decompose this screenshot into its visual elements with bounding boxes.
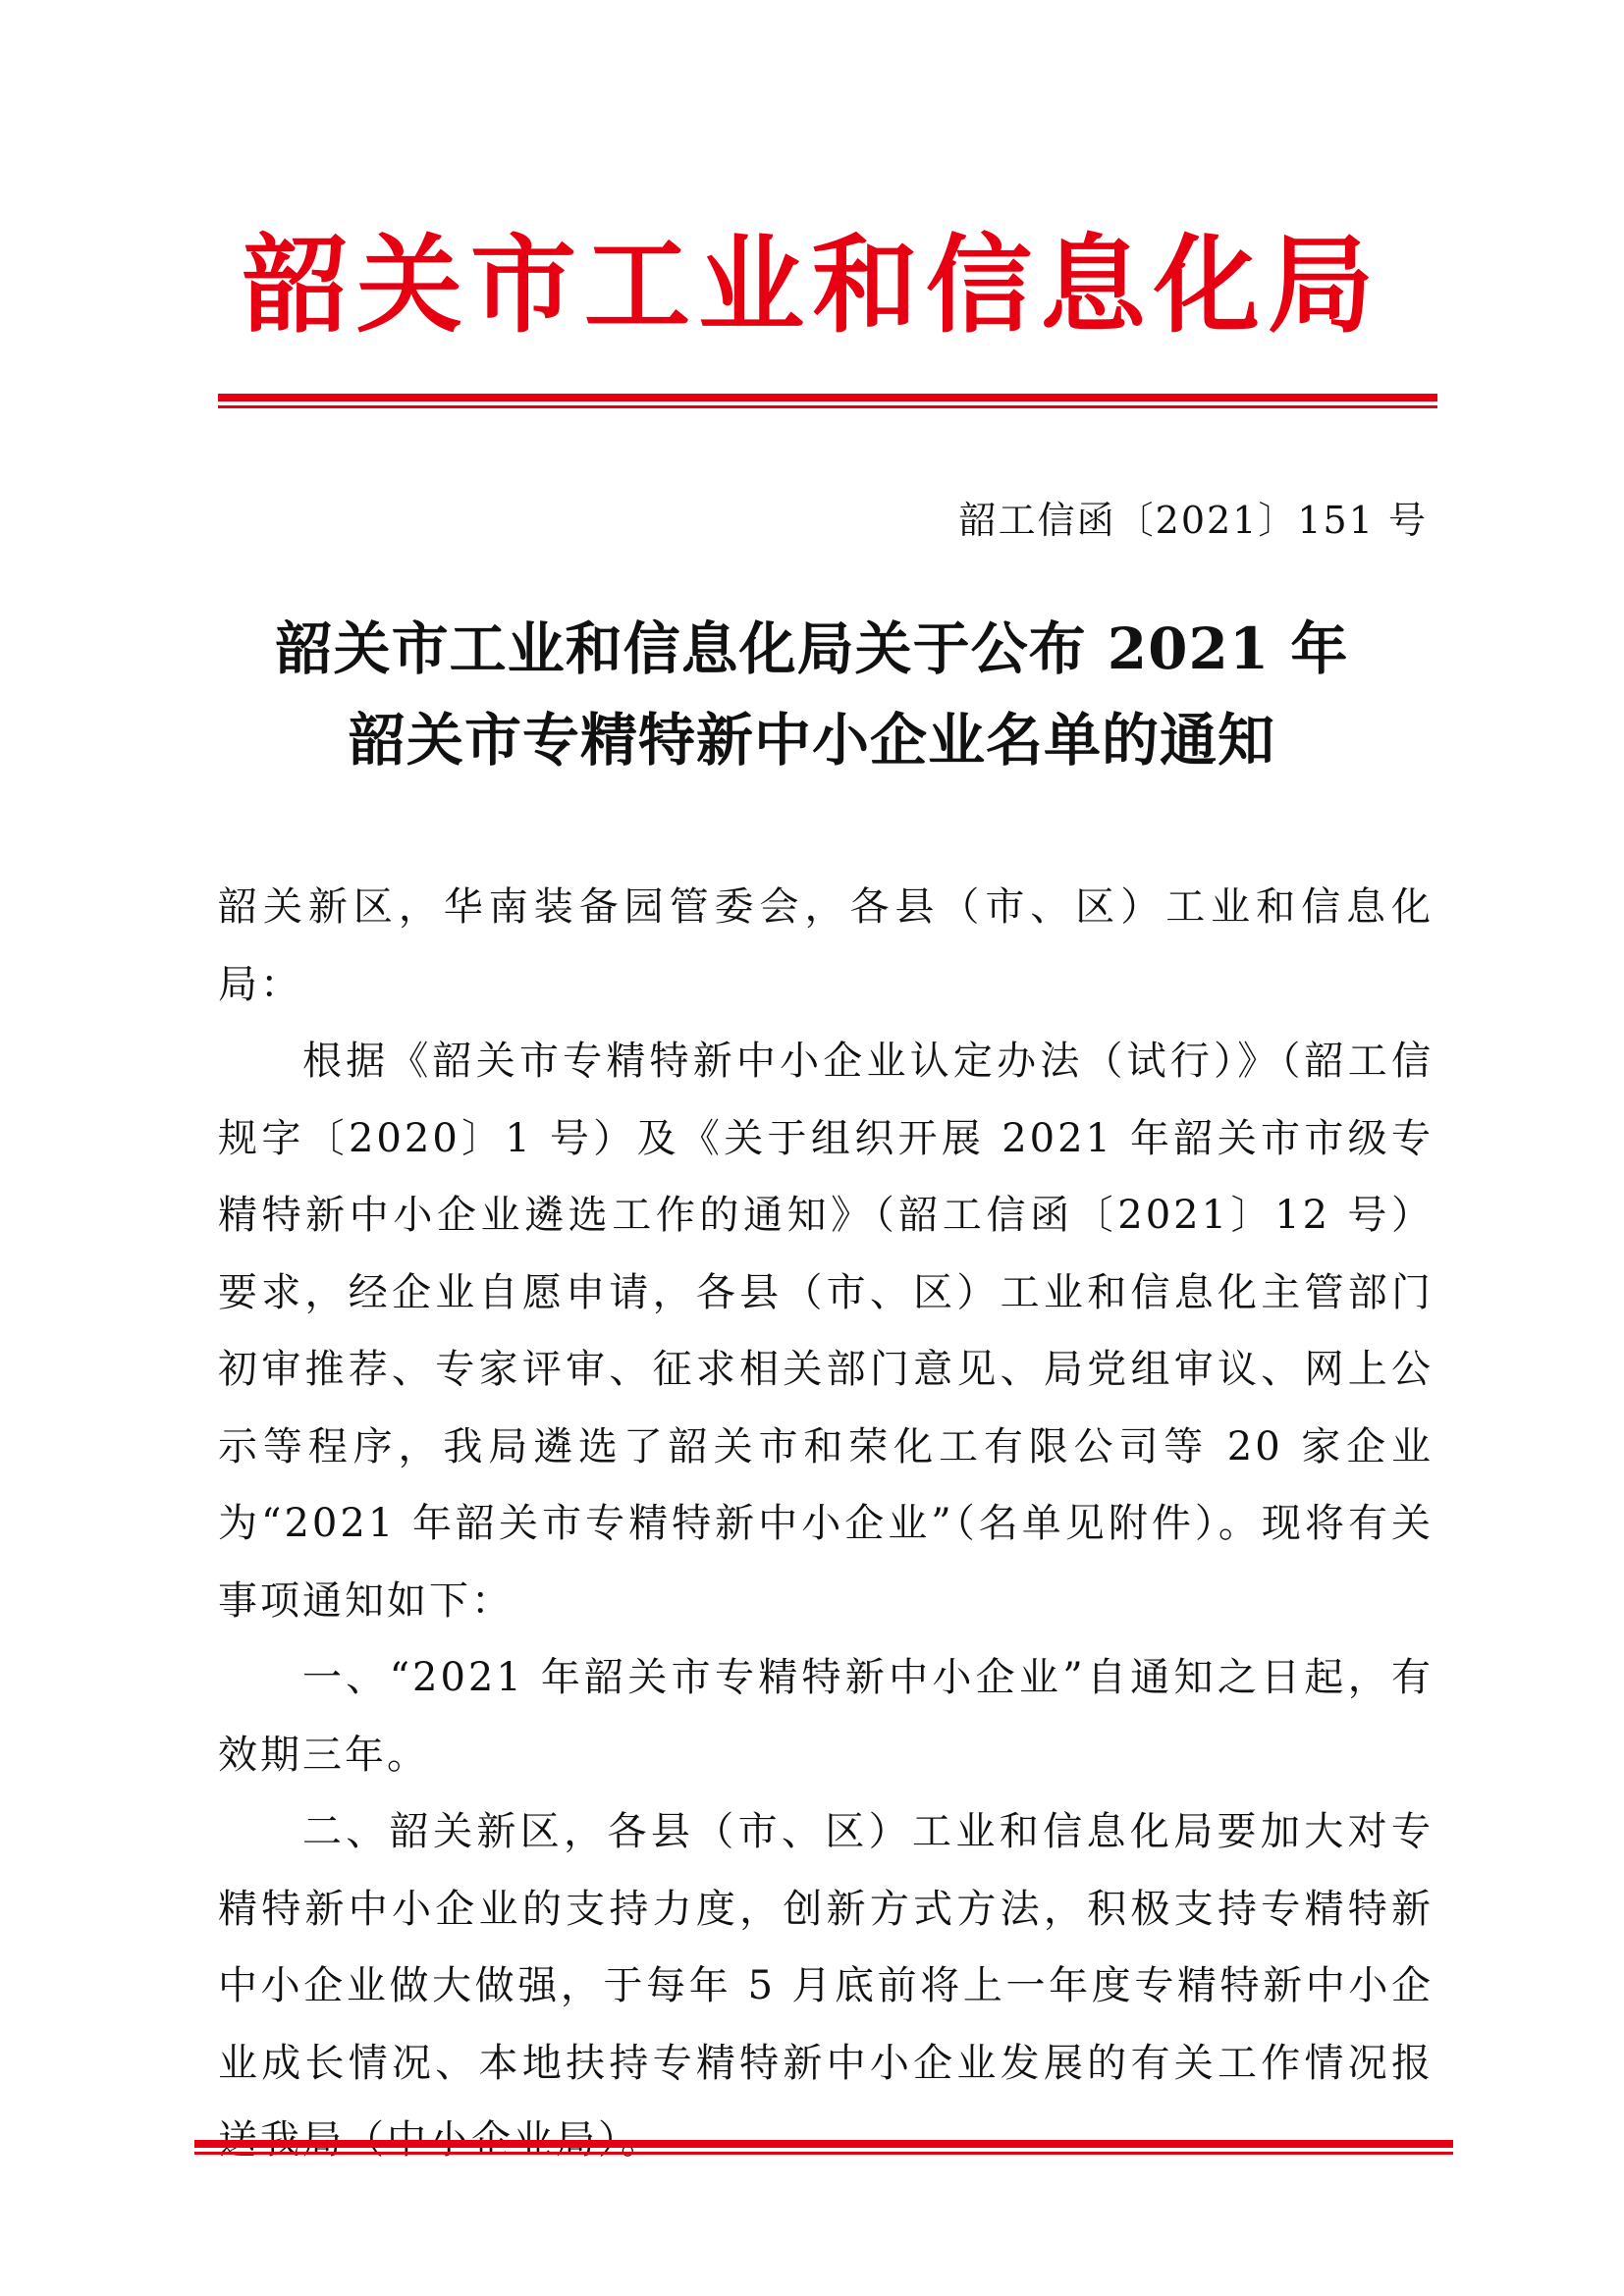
masthead-title: 韶关市工业和信息化局 [242,225,1381,347]
body-paragraph: 一、“2021 年韶关市专精特新中小企业”自通知之日起，有效期三年。 [218,1655,1434,1778]
footer-red-rule [194,2140,1453,2148]
title-line: 韶关市专精特新中小企业名单的通知 [348,707,1275,774]
body-paragraph: 根据《韶关市专精特新中小企业认定办法（试行）》（韶工信 规字〔2020〕1 号）及《关于组织开展 2021 年韶关市市级专精特新中小企业遴选工作的通知》（韶工信函〔2021〕12 号）要求，经企业自愿申请，各县（市、区）工业和信息化主管部门初审推荐、专家评审、征求相关部门意见、局党组审议、网上公示等程序，我局遴选了韶关市和荣化工有限公司等 20 家企业为“2021 年韶关市专精特新中小企业”（名单见附件）。现将有关事项通知如下： [218,1039,1434,1624]
document-title [0,604,1624,786]
title-line: 韶关市工业和信息化局关于公布 2021 年 [275,615,1349,682]
footer-red-rule-thin [194,2152,1453,2155]
masthead-red-rule [218,394,1437,401]
document-body [218,869,1434,2179]
body-paragraph: 二、韶关新区，各县（市、区）工业和信息化局要加大对专精特新中小企业的支持力度，创新方式方法，积极支持专精特新中小企业做大做强，于每年 5 月底前将上一年度专精特新中小企业成长情况、本地扶持专精特新中小企业发展的有关工作情况报 [218,1809,1434,2086]
masthead-red-rule-thin [218,405,1437,408]
document-number: 韶工信函〔2021〕151 号 [958,499,1428,542]
salutation: 韶关新区，华南装备园管委会，各县（市、区）工业和信息化局： [218,884,1434,1007]
